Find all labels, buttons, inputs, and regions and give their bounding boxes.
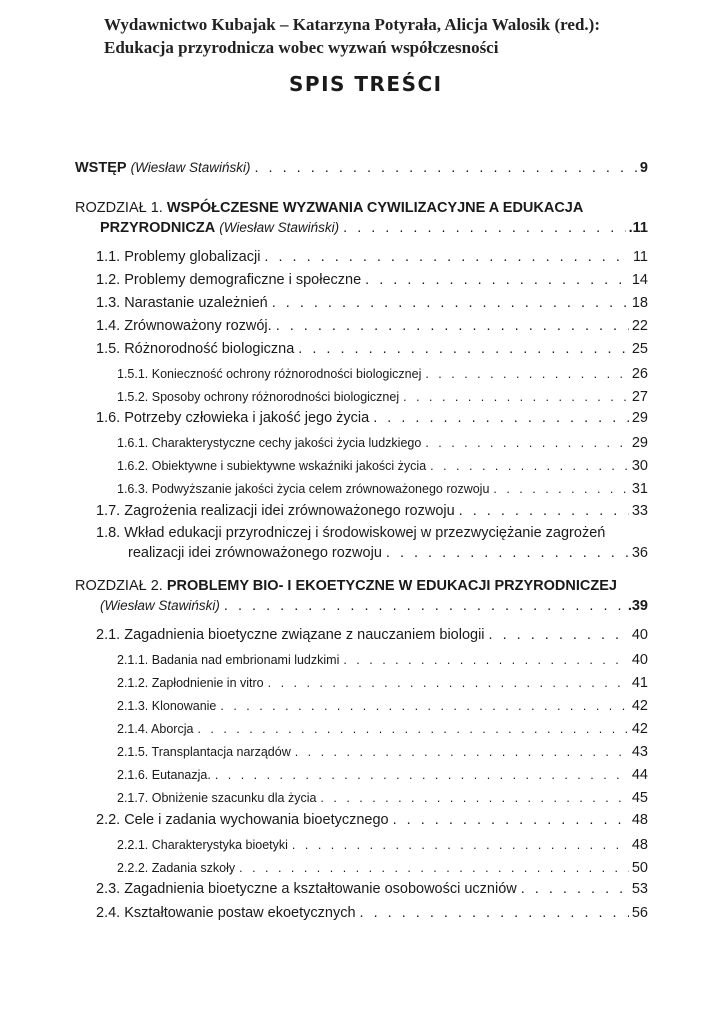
chapter-2-title: PROBLEMY BIO- I EKOETYCZNE W EDUKACJI PRZYRODNICZEJ: [166, 578, 617, 594]
dot-leader: [373, 410, 629, 426]
toc-subentry[interactable]: [117, 837, 648, 853]
toc-subentry[interactable]: [117, 790, 648, 806]
page-number: 36: [631, 545, 648, 561]
toc-subentry[interactable]: [117, 860, 648, 876]
toc-entry[interactable]: [96, 272, 648, 288]
entry-label: 2.3. Zagadnienia bioetyczne a kształtowanie osobowości uczniów: [96, 881, 517, 897]
dot-leader: [268, 676, 629, 690]
page-number: 25: [631, 341, 648, 357]
dot-leader: [403, 390, 629, 404]
page-number: 41: [631, 675, 648, 691]
chapter-1-author: (Wiesław Stawiński): [219, 220, 340, 235]
toc-subentry[interactable]: [117, 481, 648, 497]
entry-label: 1.5.1. Konieczność ochrony różnorodności biologicznej: [117, 367, 422, 381]
entry-label: 2.1.6. Eutanazja.: [117, 768, 211, 782]
toc-subentry[interactable]: [117, 675, 648, 691]
entry-label: 2.4. Kształtowanie postaw ekoetycznych: [96, 905, 356, 921]
toc-entry-chapter-1[interactable]: [100, 220, 648, 236]
entry-label: 1.5. Różnorodność biologiczna: [96, 341, 295, 357]
page-number: 53: [631, 881, 648, 897]
page-number: 48: [631, 812, 648, 828]
toc-entry[interactable]: [96, 905, 648, 921]
entry-label: realizacji idei zrównoważonego rozwoju: [128, 545, 382, 561]
dot-leader: [197, 722, 628, 736]
toc-entry-intro[interactable]: [75, 160, 648, 176]
entry-label: 2.2.2. Zadania szkoły: [117, 861, 236, 875]
toc-entry-chapter-2[interactable]: [100, 598, 648, 614]
page-number: 18: [631, 295, 648, 311]
dot-leader: [425, 436, 629, 450]
intro-label: WSTĘP: [75, 160, 127, 176]
chapter-2-author: (Wiesław Stawiński): [100, 598, 220, 613]
entry-label: 2.2. Cele i zadania wychowania bioetycznego: [96, 812, 389, 828]
page-number: 31: [631, 481, 648, 497]
entry-label: 2.2.1. Charakterystyka bioetyki: [117, 838, 288, 852]
page-number: 44: [631, 767, 648, 783]
dot-leader: [295, 745, 629, 759]
dot-leader: [264, 249, 630, 265]
dot-leader: [365, 272, 629, 288]
page-number: 33: [631, 503, 648, 519]
dot-leader: [276, 318, 629, 334]
page-number: 40: [631, 652, 648, 668]
page-number: 11: [632, 249, 648, 265]
dot-leader: [298, 341, 629, 357]
dot-leader: [521, 881, 629, 897]
chapter-2-prefix: ROZDZIAŁ 2.: [75, 578, 163, 594]
chapter-1-prefix: ROZDZIAŁ 1.: [75, 200, 163, 216]
page-number: 27: [631, 389, 648, 405]
chapter-1-heading[interactable]: [75, 200, 583, 216]
entry-label: 2.1.1. Badania nad embrionami ludzkimi: [117, 653, 340, 667]
header-line-2: Edukacja przyrodnicza wobec wyzwań współczesności: [104, 38, 499, 57]
toc-entry[interactable]: [96, 503, 648, 519]
page-number: 43: [631, 744, 648, 760]
entry-label: 1.6.3. Podwyższanie jakości życia celem zrównoważonego rozwoju: [117, 482, 490, 496]
toc-entry[interactable]: [96, 410, 648, 426]
dot-leader: [360, 905, 629, 921]
entry-label: 1.1. Problemy globalizacji: [96, 249, 261, 265]
entry-label: 1.2. Problemy demograficzne i społeczne: [96, 272, 362, 288]
toc-subentry[interactable]: [117, 652, 648, 668]
book-header: [104, 13, 664, 59]
toc-entry[interactable]: [96, 318, 648, 334]
entry-label: 1.3. Narastanie uzależnień: [96, 295, 268, 311]
dot-leader: [343, 653, 629, 667]
toc-entry[interactable]: [128, 545, 648, 561]
toc-subentry[interactable]: [117, 767, 648, 783]
toc-subentry[interactable]: [117, 744, 648, 760]
dot-leader: [292, 838, 629, 852]
page-title: SPIS TREŚCI: [289, 72, 443, 96]
page-number: 9: [639, 160, 648, 176]
dot-leader: [224, 598, 625, 614]
dot-leader: [493, 482, 628, 496]
page-number: 45: [631, 790, 648, 806]
dot-leader: [239, 861, 629, 875]
dot-leader: [459, 503, 629, 519]
dot-leader: [255, 160, 637, 176]
toc-subentry[interactable]: [117, 366, 648, 382]
dot-leader: [430, 459, 629, 473]
header-line-1: Wydawnictwo Kubajak – Katarzyna Potyrała, Alicja Walosik (red.):: [104, 15, 600, 34]
page-number: 56: [631, 905, 648, 921]
entry-label: 1.6.2. Obiektywne i subiektywne wskaźniki jakości życia: [117, 459, 427, 473]
page-number: 14: [631, 272, 648, 288]
dot-leader: [343, 220, 626, 236]
page-number: 29: [631, 435, 648, 451]
entry-label: 2.1. Zagadnienia bioetyczne związane z nauczaniem biologii: [96, 627, 485, 643]
toc-entry[interactable]: [96, 295, 648, 311]
page-number: 30: [631, 458, 648, 474]
chapter-1-title: WSPÓŁCZESNE WYZWANIA CYWILIZACYJNE A EDUKACJA: [166, 200, 584, 216]
dot-leader: [386, 545, 629, 561]
page-number: 29: [631, 410, 648, 426]
entry-label: 2.1.2. Zapłodnienie in vitro: [117, 676, 264, 690]
page-number: 42: [631, 698, 648, 714]
toc-subentry[interactable]: [117, 458, 648, 474]
page-number: 26: [631, 366, 648, 382]
dot-leader: [425, 367, 629, 381]
page-number: 22: [631, 318, 648, 334]
dot-leader: [272, 295, 629, 311]
toc-subentry[interactable]: [117, 435, 648, 451]
intro-author: (Wiesław Stawiński): [130, 160, 251, 175]
entry-label: 2.1.5. Transplantacja narządów: [117, 745, 291, 759]
toc-entry[interactable]: [96, 627, 648, 643]
page-number: 48: [631, 837, 648, 853]
entry-label: 1.5.2. Sposoby ochrony różnorodności biologicznej: [117, 390, 400, 404]
entry-label: 1.6.1. Charakterystyczne cechy jakości życia ludzkiego: [117, 436, 422, 450]
toc-subentry[interactable]: [117, 389, 648, 405]
page-number: 42: [631, 721, 648, 737]
toc-subentry[interactable]: [117, 721, 648, 737]
toc-subentry[interactable]: [117, 698, 648, 714]
page-number: 50: [631, 860, 648, 876]
entry-label: 2.1.7. Obniżenie szacunku dla życia: [117, 791, 317, 805]
entry-label: 1.6. Potrzeby człowieka i jakość jego życia: [96, 410, 370, 426]
page-number: .39: [627, 598, 648, 614]
entry-label: 2.1.4. Aborcja: [117, 722, 194, 736]
dot-leader: [220, 699, 628, 713]
toc-entry[interactable]: [96, 881, 648, 897]
page-number: .11: [628, 220, 648, 236]
chapter-1-title-cont: PRZYRODNICZA: [100, 220, 216, 236]
dot-leader: [215, 768, 629, 782]
entry-label: 1.4. Zrównoważony rozwój.: [96, 318, 272, 334]
entry-label: 1.7. Zagrożenia realizacji idei zrównoważonego rozwoju: [96, 503, 455, 519]
toc-entry[interactable]: [96, 249, 648, 265]
chapter-2-heading[interactable]: [75, 578, 617, 594]
dot-leader: [489, 627, 629, 643]
toc-entry[interactable]: [96, 341, 648, 357]
entry-label: 2.1.3. Klonowanie: [117, 699, 217, 713]
toc-entry[interactable]: [96, 812, 648, 828]
toc-entry-line-1[interactable]: 1.8. Wkład edukacji przyrodniczej i środowiskowej w przezwyciężanie zagrożeń: [96, 525, 606, 541]
dot-leader: [320, 791, 628, 805]
dot-leader: [393, 812, 629, 828]
page-number: 40: [631, 627, 648, 643]
